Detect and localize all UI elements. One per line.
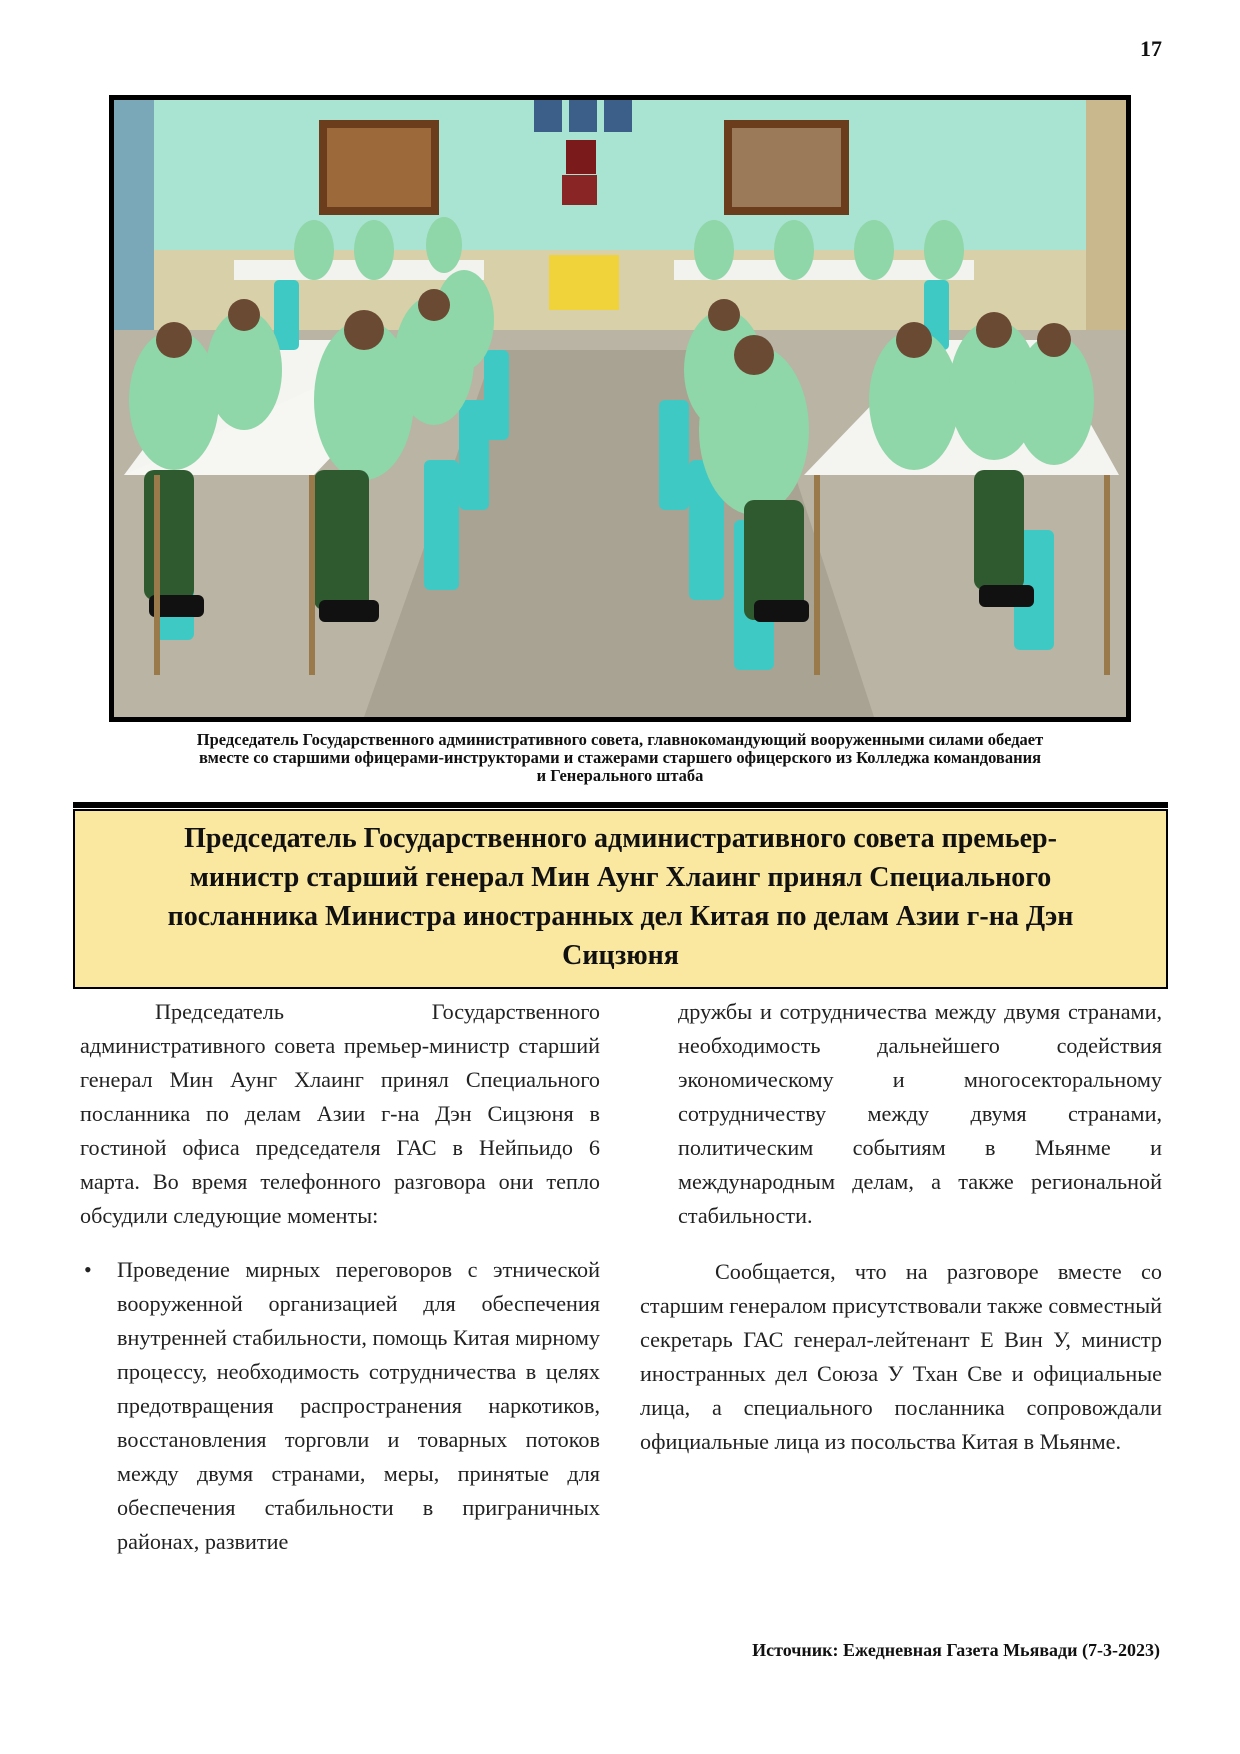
officers-dining-hall-photo xyxy=(114,100,1126,717)
headline-line-2: министр старший генерал Мин Аунг Хлаинг принял Специального xyxy=(189,862,1052,893)
caption-line-1: Председатель Государственного административного совета, главнокомандующий вооруженными силами обедает xyxy=(196,730,1044,749)
article-column-right xyxy=(640,995,1162,1459)
headline-box xyxy=(73,809,1168,989)
discussion-points-list xyxy=(80,1253,600,1559)
bullet-icon: • xyxy=(84,1257,92,1282)
article-headline xyxy=(75,819,1166,975)
article-column-left xyxy=(80,995,600,1559)
headline-line-3: посланника Министра иностранных дел Китая по делам Азии г-на Дэн xyxy=(167,901,1074,932)
list-item xyxy=(80,1253,600,1559)
article-closing: Сообщается, что на разговоре вместе со старшим генералом присутствовали также совместный секретарь ГАС генерал-лейтенант Е Вин У, министр иностранных дел Союза У Тхан Све и официальные лица, а специального посланника сопровождали официальные лица из посольства Китая в Мьянме. xyxy=(640,1259,1162,1454)
headline-line-4: Сицзюня xyxy=(562,940,679,971)
bullet-continuation: дружбы и сотрудничества между двумя странами, необходимость дальнейшего содействия экономическому и многосекторальному сотрудничеству между двумя странами, политическим событиям в Мьянме и международным делам, а также региональной стабильности. xyxy=(678,999,1162,1228)
source-credit: Источник: Ежедневная Газета Мьявади (7-3-2023) xyxy=(752,1640,1160,1660)
photo-caption xyxy=(70,731,1170,785)
page-number: 17 xyxy=(1140,36,1162,61)
section-divider xyxy=(73,802,1168,808)
headline-line-1: Председатель Государственного административного совета премьер- xyxy=(184,823,1057,854)
caption-line-3: и Генерального штаба xyxy=(536,766,704,785)
photo-frame xyxy=(109,95,1131,722)
article-intro: Председатель Государственного административного совета премьер-министр старший генерал Мин Аунг Хлаинг принял Специального посланника по делам Азии г-на Дэн Сицзюня в гостиной офиса председателя ГАС в Нейпьидо 6 марта. Во время телефонного разговора они тепло обсудили следующие моменты: xyxy=(80,999,600,1228)
bullet-text: Проведение мирных переговоров с этнической вооруженной организацией для обеспечения внутренней стабильности, помощь Китая мирному процессу, необходимость сотрудничества в целях предотвращения распространения наркотиков, восстановления торговли и товарных потоков между двумя странами, меры, принятые для обеспечения стабильности в приграничных районах, развитие xyxy=(117,1257,600,1554)
caption-line-2: вместе со старшими офицерами-инструкторами и стажерами старшего офицерского из Колледжа командования xyxy=(198,748,1042,767)
